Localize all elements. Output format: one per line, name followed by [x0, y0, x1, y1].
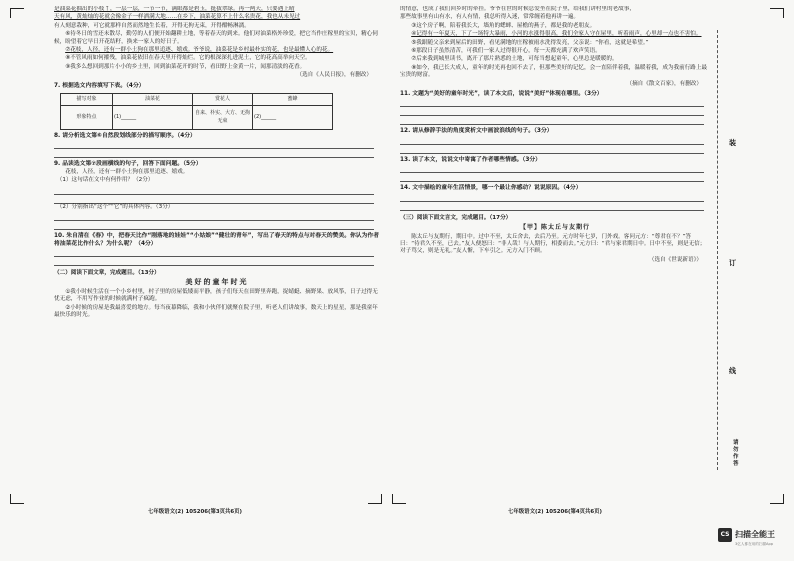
registration-mark: [10, 494, 24, 504]
passage-continued: [54, 6, 380, 30]
table-row-label: 形象特点: [61, 106, 113, 130]
passage-line: 的情意，也成了我们回乡时的牵挂。爷爷在世的时候总爱坐在院子里，给我们讲村里的老故事，: [400, 6, 635, 12]
page-footer-left: 七年级语文(2) 105206(第3页共6页): [148, 509, 243, 515]
source-note: （选自《人民日报》，有删改）: [296, 72, 372, 79]
question-10: 10. 朱自清在《春》中，把春天比作“刚落地的娃娃”“小姑娘”“健壮的青年”，写出了春天的特点与对春天的赞美。你认为作者将油菜花比作什么？为什么呢？（4分）: [54, 233, 379, 247]
question-12: 12. 请从修辞手法的角度赏析文中画波浪线的句子。（3分）: [400, 128, 553, 135]
paragraph-2: ②小时候的房屋是我最喜爱的地方。每当夜幕降临，我和小伙伴们就聚在院子里，听老人们讲故事，数天上的星星，那是我童年最快乐的时光。: [54, 304, 378, 318]
scanner-title: 扫描全能王: [735, 530, 775, 539]
answer-cell[interactable]: (1)______: [113, 106, 193, 130]
classic-text: 陈太丘与友期行，期日中。过中不至，太丘舍去，去后乃至。元方时年七岁，门外戏。客问元方：“尊君在不？”答曰：“待君久不至，已去。”友人便怒曰：“非人哉！与人期行，相委而去。”元方曰：“君与家君期日中。日中不至，则是无信；对子骂父，则是无礼。”友人惭，下车引之。元方入门不顾。: [400, 233, 706, 255]
answer-line[interactable]: [54, 149, 374, 158]
registration-mark: [770, 494, 784, 504]
answer-line[interactable]: [400, 202, 704, 211]
paragraph-5: ⑤我跟随父亲来到屋后的田野，看见满地的庄稼被雨水洗得发亮，父亲说：“你看，这就是希望。”: [411, 39, 649, 46]
section-3-heading: （三）阅读下面文言文，完成题目。（17分）: [400, 214, 512, 221]
passage-line: 是油菜花抽出的小枝丫，一层一层，一节一节，满眼都是碧玉，挺拔翠绿。再一两天，只要遇上晴: [54, 6, 295, 12]
passage-line: 天有风，黄灿灿的花就会像金子一样洒满大地……在乡下，油菜花算不上什么名贵花，我也从未见过: [54, 14, 301, 21]
table-header: 油菜花: [113, 94, 193, 106]
question-13: 13. 读了本文，说说文中寄寓了作者哪些情感。（3分）: [400, 156, 541, 163]
answer-line[interactable]: [400, 136, 704, 145]
table-header: 赏花人: [193, 94, 253, 106]
question-9-1: （1）这句话在文中有何作用？（2分）: [56, 177, 154, 184]
binding-label: 线: [729, 367, 736, 375]
question-7: 7. 根据选文内容填写下表。（4分）: [54, 82, 145, 89]
answer-line[interactable]: [54, 195, 374, 204]
paragraph-1: ①我小时候生活在一个小乡村里，村子里的房屋低矮而平静，孩子们每天在田野里奔跑，捉蜻蜓、摘野果、放风筝，日子过得无忧无虑，不用写作业的时候就满村子疯跑。: [54, 288, 378, 303]
passage-line: 有人刻意栽种，可它就那样自然而然地生长着，开得无拘无束，开得酣畅淋漓。: [54, 22, 250, 29]
answer-line[interactable]: [400, 116, 704, 125]
answer-line[interactable]: [400, 173, 704, 182]
answer-table: [60, 93, 333, 130]
paragraph-7: ⑦花枝，人径，还有一群小土狗在那里追逐、嬉戏。爷爷说，油菜花是乡村最朴实的花，也是最懂人心的花。: [65, 47, 334, 54]
answer-line[interactable]: [400, 164, 704, 173]
question-8: 8. 请分析选文第⑥自然段划线部分的描写顺序。（4分）: [54, 133, 196, 140]
binding-warning: 请勿作答: [733, 440, 739, 467]
binding-label: 订: [729, 259, 736, 267]
passage-line: 那些故事里有山有水，有人有情，我总听得入迷，常常缠着他再讲一遍。: [400, 14, 580, 21]
table-cell: 自来、朴实、大方、无拘无束: [193, 106, 253, 130]
binding-label: 装: [729, 139, 736, 147]
question-9-2: （2）分别指出“这个”“它”的具体内容。（3分）: [56, 203, 174, 210]
answer-line[interactable]: [54, 212, 374, 221]
paragraph-3: ③这个房子啊，陪着我长大，墙角的蟋蟀、屋檐的燕子，都是我的老朋友。: [411, 22, 596, 29]
section-2-heading: （二）阅读下面文章，完成题目。（13分）: [54, 269, 160, 276]
paragraph-8: ⑧不管风雨如何摧残，油菜花依旧在春天里开得灿烂。它的根深深扎进泥土，它的花高高举向天空。: [65, 55, 311, 62]
registration-mark: [770, 8, 784, 18]
question-11: 11. 文题为“美好的童年时光”，读了本文后，说说“美好”体现在哪里。（3分）: [400, 91, 603, 98]
page-4: [400, 6, 710, 506]
page-3: [54, 6, 380, 506]
classic-title: 【甲】陈太丘与友期行: [519, 224, 590, 232]
registration-mark: [10, 8, 24, 18]
table-header: 描写对象: [61, 94, 113, 106]
paragraph-7: ⑦后来我到城里读书，离开了那片熟悉的土地，可每当想起童年，心里总是暖暖的。: [411, 56, 618, 63]
scanner-logo-icon: CS: [718, 528, 732, 542]
answer-line[interactable]: [54, 248, 374, 257]
question-14: 14. 文中描绘的童年生活情景，哪一个最让你感动？说说原因。（4分）: [400, 185, 582, 192]
page-footer-right: 七年级语文(2) 105206(第4页共6页): [508, 509, 603, 515]
table-header: 蜜蜂: [253, 94, 333, 106]
question-9: 9. 品读选文第⑦段画横线的句子，回答下面问题。（5分）: [54, 161, 202, 168]
answer-line[interactable]: [54, 257, 374, 266]
answer-line[interactable]: [54, 221, 374, 230]
scanner-subtitle: 3亿人都在用的扫描App: [735, 542, 774, 546]
answer-line[interactable]: [400, 193, 704, 202]
paragraph-8: ⑧如今，我已长大成人，童年的时光再也回不去了，但那些美好的记忆，会一直陪伴着我，温暖着我，成为我前行路上最宝贵的财富。: [400, 64, 708, 79]
answer-cell[interactable]: (2)______: [253, 106, 333, 130]
paragraph-6: ⑥那段日子虽然清苦，可我们一家人过得很开心，每一天都充满了欢声笑语。: [411, 48, 601, 55]
quoted-sentence: 花枝，人径，还有一群小土狗在那里追逐、嬉戏。: [65, 168, 189, 175]
answer-line[interactable]: [400, 107, 704, 116]
answer-line[interactable]: [54, 140, 374, 149]
binding-line: [717, 30, 718, 470]
paragraph-9: ⑨我多么想回到那片小小的乡土里，回到油菜花开的时节，看田野上金黄一片，闻那清淡的花香。: [65, 63, 306, 70]
classic-source: （选自《世说新语》）: [648, 256, 702, 263]
source-note: （摘自《散文百家》，有删改）: [626, 80, 702, 87]
answer-line[interactable]: [400, 145, 704, 154]
paragraph-4: ④记得有一年夏天，下了一场特大暴雨，小河的水涨得很高，我们全家人守在屋里，听着雨声，心里却一点也不害怕。: [411, 31, 702, 38]
article-title: 美好的童年时光: [185, 278, 249, 287]
answer-line[interactable]: [400, 98, 704, 107]
paragraph-6: ⑥待冬日的雪还未散尽，勤劳的人们便开始翻耕土地，等着春天的到来。他们对油菜格外珍爱，把它当作庄稼里的宝贝，精心伺候，盼望着它早日开花结籽，换来一家人的好日子。: [54, 31, 378, 45]
answer-line[interactable]: [54, 186, 374, 195]
